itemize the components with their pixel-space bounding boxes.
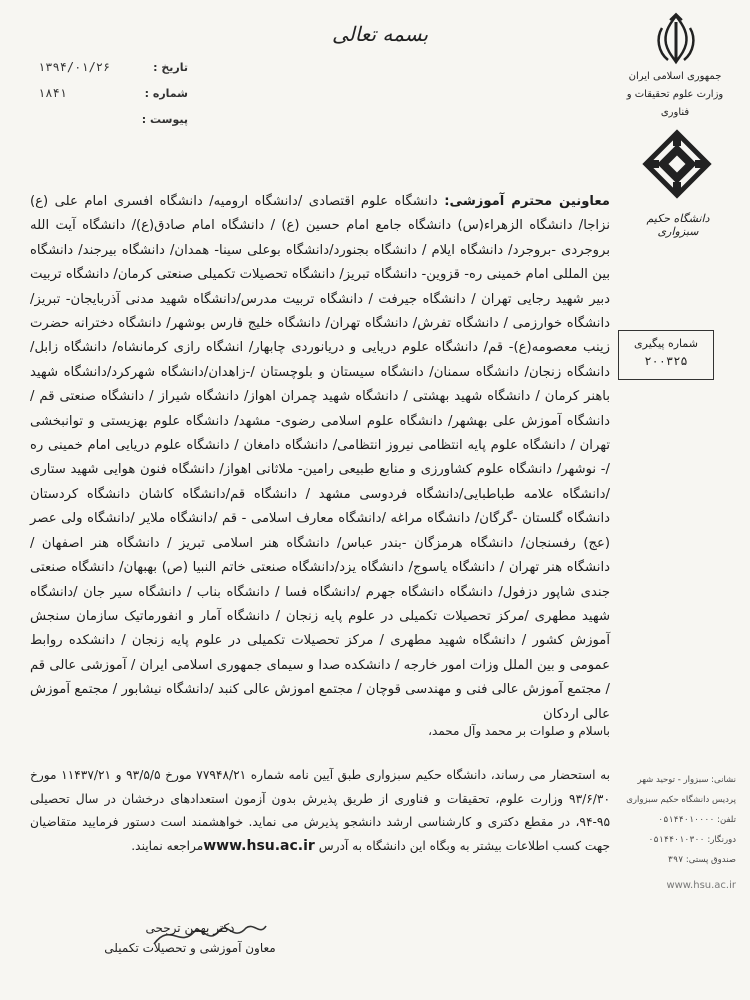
- date-label: تاریخ :: [153, 60, 188, 74]
- letter-meta: [38, 54, 188, 132]
- fax-label: دورنگار:: [707, 835, 736, 845]
- pobox-row: [618, 850, 736, 870]
- tracking-value: ۲۰۰۳۲۵: [644, 354, 688, 368]
- tracking-box: [618, 330, 714, 380]
- pobox-label: صندوق پستی:: [685, 855, 736, 865]
- tracking-label: شماره پیگیری: [634, 337, 698, 350]
- salutation: معاونین محترم آموزشی:: [444, 194, 610, 209]
- address-line-2: پردیس دانشگاه حکیم سبزواری: [626, 795, 736, 805]
- ministry-line-1: جمهوری اسلامی ایران: [628, 71, 722, 82]
- number-label: شماره :: [144, 86, 188, 100]
- fax-value: ۰۵۱۴۴۰۱۰۳۰۰: [648, 835, 705, 845]
- phone-label: تلفن:: [717, 815, 736, 825]
- attachment-row: [38, 106, 188, 132]
- pobox-value: ۳۹۷: [667, 855, 684, 865]
- phone-row: [618, 810, 736, 830]
- attachment-label: پیوست :: [141, 112, 188, 126]
- contact-block: [618, 770, 736, 896]
- main-paragraph: [30, 764, 610, 858]
- phone-value: ۰۵۱۴۴۰۱۰۰۰۰: [658, 815, 715, 825]
- website-link: www.hsu.ac.ir: [203, 837, 315, 854]
- fax-row: [618, 830, 736, 850]
- greeting-line: باسلام و صلوات بر محمد وآل محمد،: [428, 724, 610, 738]
- recipients-list: دانشگاه علوم اقتصادی /دانشگاه ارومیه/ دانشگاه افسری امام علی (ع) نزاجا/ دانشگاه الزهراء(س) دانشگاه جامع امام حسین (ع) / دانشگاه امام صادق(ع)/ دانشگاه آیت الله بروجردی -بروجرد/ دانشگاه ایلام / دانشگاه بجنورد/دانشگاه بوعلی سینا- همدان/ دانشگاه بیرجند/ دانشگاه بین المللی امام خمینی ره- قزوین- دانشگاه تبریز/ دانشگاه تحصیلات تکمیلی صنعتی کرمان/ دانشگاه تربیت دبیر شهید رجایی تهران / دانشگاه جیرفت / دانشگاه تربیت مدرس/دانشگاه شهید مدنی آذربایجان- تبریز/ دانشگاه خوارزمی / دانشگاه تفرش/ دانشگاه تهران/ دانشگاه خلیج فارس بوشهر/ دانشگاه دخترانه حضرت زینب معصومه(ع)- قم/ دانشگاه علوم دریایی و دریانوردی چابهار/ انشگاه رازی کرمانشاه/ دانشگاه زابل/ دانشگاه زنجان/ دانشگاه سمنان/ دانشگاه سیستان و بلوچستان /-زاهدان/دانشگاه شهرکرد/دانشگاه شهید باهنر کرمان / دانشگاه شهید بهشتی / دانشگاه شهید چمران اهواز/ دانشگاه شیراز / دانشگاه صنعتی قم / دانشگاه آموزش علی بهشهر/ دانشگاه علوم اسلامی رضوی- مشهد/ دانشگاه علوم بهزیستی و توانبخشی تهران / دانشگاه علوم پایه انتظامی نیروز انتظامی/ دانشگاه دامغان / دانشگاه علوم دریایی امام خمینی ره /- نوشهر/ دانشگاه علوم کشاورزی و منابع طبیعی رامین- ملاثانی اهواز/ دانشگاه فنون هوایی شهید ستاری /دانشگاه علامه طباطبایی/دانشگاه فردوسی مشهد / دانشگاه قم/دانشگاه کاشان دانشگاه کردستان دانشگاه گلستان -گرگان/ دانشگاه مراغه /دانشگاه معارف اسلامی - قم /دانشگاه ملایر /دانشگاه ولی عصر (عج) رفسنجان/ دانشگاه هرمزگان -بندر عباس/ دانشگاه هنر اسلامی تبریز / دانشگاه هنر اصفهان / دانشگاه هنر تهران / دانشگاه یاسوج/ دانشگاه یزد/دانشگاه صنعتی خاتم النبیا (ص) بهبهان/ دانشگاه صنعتی جندی شاپور دزفول/ دانشگاه دانشگاه جهرم /دانشگاه فسا / دانشگاه بناب / دانشگاه سیر جان /دانشگاه شهید مطهری /مرکز تحصیلات تکمیلی در علوم پایه زنجان / دانشگاه آمار و انفورماتیک سازمان سنجش آموزش کشور / دانشگاه شهید مطهری / مرکز تحصیلات تکمیلی در علوم پایه زنجان / دانشکده روابط عمومی و بین الملل وزات امور خارجه / دانشکده صدا و سیمای جمهوری اسلامی ایران / آموزشی عالی قم / مجتمع آموزش عالی فنی و مهندسی قوچان / مجتمع اموزش عالی کنبد /دانشگاه نیشابور / مجتمع آموزش عالی اردکان: [30, 194, 610, 722]
- ministry-block: [620, 68, 730, 122]
- number-row: [38, 80, 188, 106]
- signer-name: دکتر بهمن ترجحی: [145, 921, 235, 935]
- recipients-paragraph: [30, 190, 610, 727]
- signer-title: معاون آموزشی و تحصیلات تکمیلی: [104, 941, 276, 955]
- university-logo-icon: [641, 128, 713, 200]
- date-value: ۱۳۹۴/۰۱/۲۶: [38, 60, 111, 74]
- paragraph-text: به استحضار می رساند، دانشگاه حکیم سبزواری طبق آیین نامه شماره ۷۷۹۴۸/۲۱ مورخ ۹۳/۵/۵ و ۱۱۴۳۷/۲۱ مورخ ۹۳/۶/۳۰ وزارت علوم، تحقیقات و فناوری از طریق پذیرش بدون آزمون استعدادهای درخشان در سال تحصیلی ۹۵-۹۴، در مقطع دکتری و کارشناسی ارشد دانشجو پذیرش می نماید. خواهشمند است دستور فرمایید متقاضیان جهت کسب اطلاعات بیشتر به وبگاه این دانشگاه به آدرس: [30, 768, 610, 853]
- signature-block: [90, 918, 290, 958]
- number-value: ۱۸۴۱: [38, 86, 67, 100]
- paragraph-closing: مراجعه نمایند.: [131, 838, 204, 853]
- bismillah-heading: بسمه تعالی: [331, 22, 429, 46]
- date-row: [38, 54, 188, 80]
- iran-emblem-icon: [650, 12, 702, 68]
- contact-website: www.hsu.ac.ir: [666, 880, 736, 891]
- address-line-1: نشانی: سبزوار - توحید شهر: [637, 775, 736, 785]
- ministry-line-2: وزارت علوم تحقیقات و فناوری: [626, 89, 724, 118]
- university-name: دانشگاه حکیم سبزواری: [646, 212, 710, 238]
